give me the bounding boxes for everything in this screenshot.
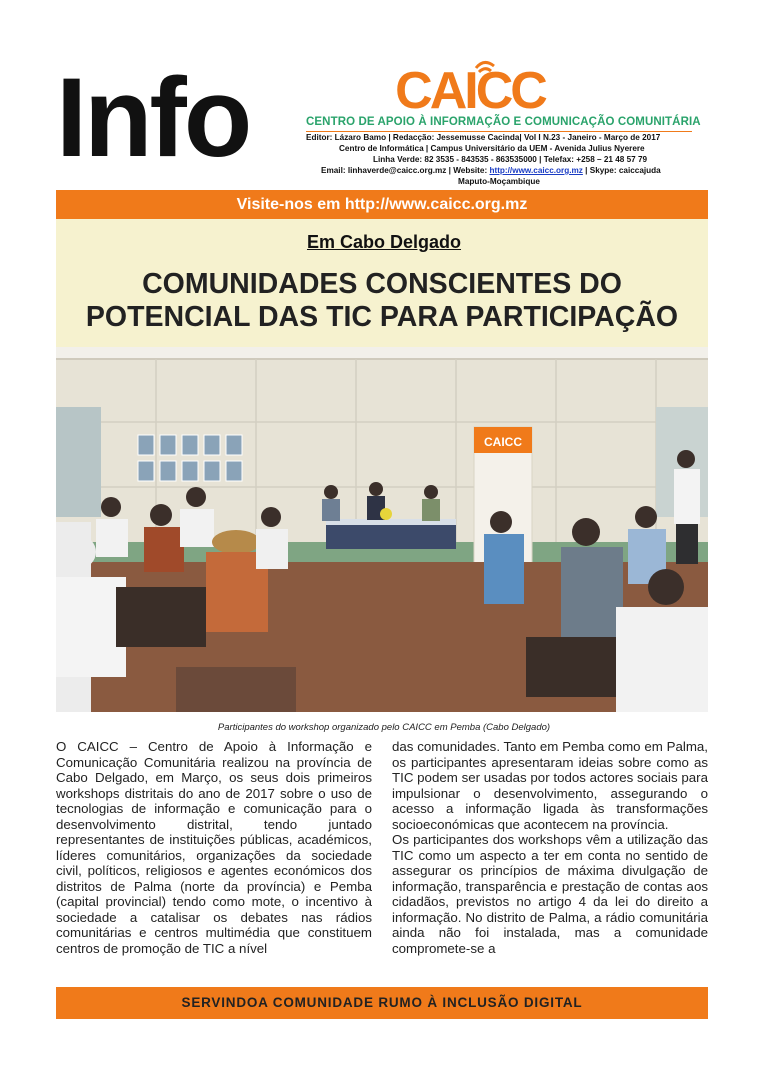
section-title: Em Cabo Delgado — [306, 232, 462, 252]
article-paragraph: Os participantes dos workshops vêm a utilização das TIC como um aspecto a ter em conta no sentido de assegurar os princípios de máxima divulgação de informação, transparência e prestação de contas aos cidadãos, previstos no artigo 4 da lei do direito a informação. No distrito de Palma, a rádio comunitária ainda não foi instalada, mas a comunidade compromete-se a — [392, 832, 708, 956]
article-column-right — [392, 739, 708, 956]
photo-caption: Participantes do workshop organizado pelo CAICC em Pemba (Cabo Delgado) — [217, 722, 551, 733]
article-paragraph: O CAICC – Centro de Apoio à Informação e Comunicação Comunitária realizou na província de Cabo Delgado, em Março, os seus dois primeiros workshops distritais do ano de 2017 sobre o uso de tecnologias de informação e comunicação para o desenvolvimento distrital, tendo juntado representantes de instituições públicas, académicos, líderes comunitários, organizações da sociedade civil, políticos, religiosos e agentes económicos dos distritos de Palma (norte da província) e Pemba (capital provincial) tendo como mote, o incentivo à sociedade a catalisar os debates nas rádios comunitárias e centros multimédia que constituem centros de promoção de TIC a nível — [56, 739, 372, 956]
masthead-title: Info — [56, 55, 250, 180]
email-text: Email: linhaverde@caicc.org.mz | Website: — [321, 166, 490, 175]
headline-line-1: COMUNIDADES CONSCIENTES DO — [142, 268, 622, 300]
footer-slogan: SERVINDOA COMUNIDADE RUMO À INCLUSÃO DIGITAL — [56, 987, 708, 1019]
article-headline — [56, 268, 708, 334]
visit-banner[interactable]: Visite-nos em http://www.caicc.org.mz — [56, 190, 708, 219]
article-paragraph: das comunidades. Tanto em Pemba como em Palma, os participantes apresentaram ideias sobre como as TIC podem ser usadas por todos actores sociais para impulsionar o desenvolvimento, assegurando o acesso a informação ligada às transformações socioeconómicas que acontecem na província. — [392, 739, 708, 832]
website-link[interactable]: http://www.caicc.org.mz — [489, 166, 583, 175]
contact-line — [321, 166, 661, 175]
workshop-photo — [56, 347, 708, 712]
phone-line: Linha Verde: 82 3535 - 843535 - 863535000 | Telefax: +258 – 21 48 57 79 — [373, 155, 648, 164]
caicc-logo — [380, 54, 560, 116]
banner-logo-text: CAICC — [484, 435, 522, 449]
article-column-left — [56, 739, 372, 956]
organization-name: CENTRO DE APOIO À INFORMAÇÃO E COMUNICAÇÃO COMUNITÁRIA — [306, 116, 701, 128]
logo-text: CAICC — [395, 62, 545, 116]
masthead-divider — [306, 131, 692, 132]
city-line: Maputo-Moçambique — [458, 177, 540, 186]
headline-line-2: POTENCIAL DAS TIC PARA PARTICIPAÇÃO — [85, 301, 679, 333]
address-line: Centro de Informática | Campus Universitário da UEM - Avenida Julius Nyerere — [339, 144, 645, 153]
skype-text: | Skype: caiccajuda — [582, 166, 661, 175]
editor-line: Editor: Lázaro Bamo | Redacção: Jessemusse Cacinda| Vol I N.23 - Janeiro - Março de 2017 — [306, 133, 661, 142]
